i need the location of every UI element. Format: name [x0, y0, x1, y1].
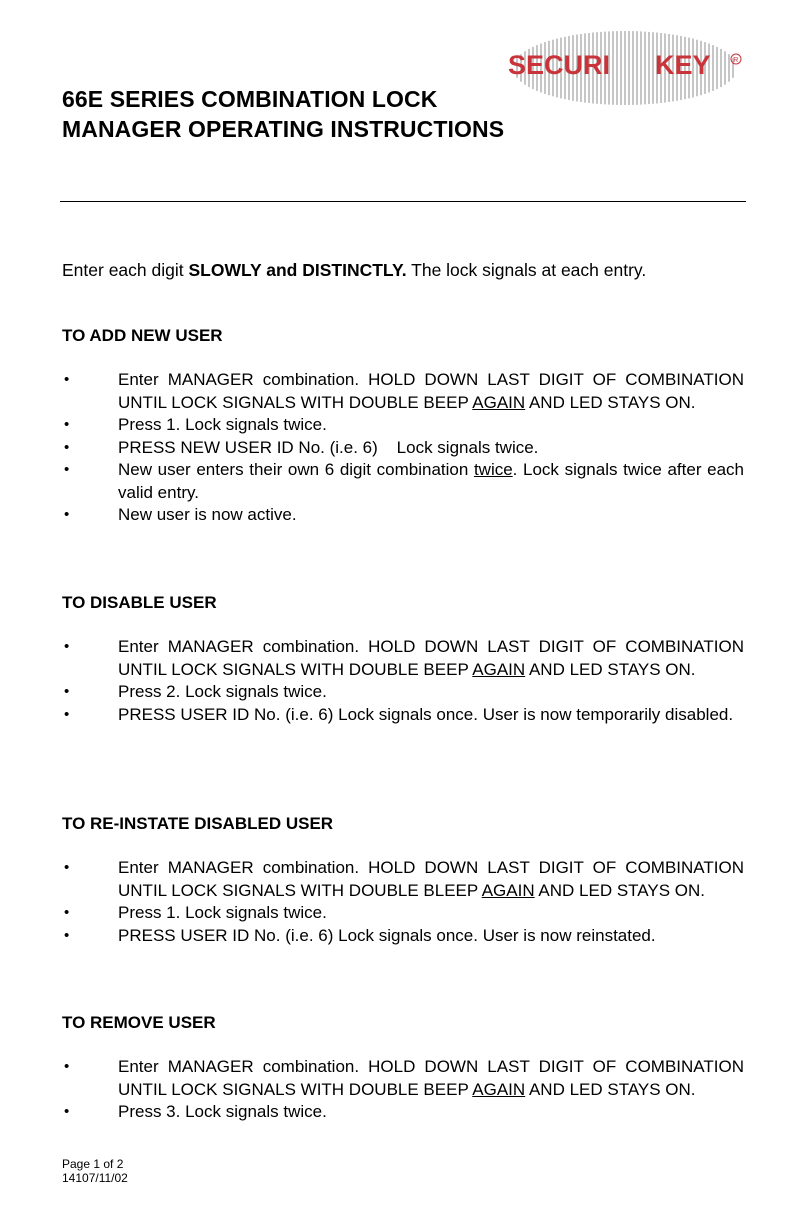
bullet-icon: • — [64, 926, 70, 944]
logo-text-key: KEY — [655, 50, 711, 80]
section-heading: TO REMOVE USER — [62, 1013, 216, 1032]
item-text: Press 1. Lock signals twice. — [118, 415, 327, 434]
bullet-icon: • — [64, 705, 70, 723]
item-text: AND LED STAYS ON. — [525, 659, 696, 679]
item-underlined: AGAIN — [481, 880, 535, 900]
item-underlined: AGAIN — [472, 392, 526, 412]
item-text: Press 1. Lock signals twice. — [118, 903, 327, 922]
bullet-icon: • — [64, 461, 70, 478]
item-text: New user enters their own 6 digit combination — [118, 460, 474, 479]
bullet-icon: • — [64, 1103, 70, 1120]
item-underlined: AGAIN — [472, 1079, 526, 1099]
bullet-icon: • — [64, 1058, 70, 1075]
list-item — [62, 925, 744, 948]
header-divider — [60, 201, 746, 202]
intro-text — [62, 259, 646, 281]
bullet-icon: • — [64, 438, 70, 456]
item-text: Enter MANAGER combination. HOLD DOWN LAST DIGIT OF COMBINATION UNTIL LOCK SIGNALS WITH DOUBLE BEEP — [118, 637, 744, 679]
instruction-list — [62, 1056, 744, 1124]
title-line-2: MANAGER OPERATING INSTRUCTIONS — [62, 116, 505, 142]
securikey-logo-graphic — [505, 30, 745, 106]
instruction-list — [62, 636, 744, 726]
list-item — [62, 704, 744, 727]
item-text: Enter MANAGER combination. HOLD DOWN LAST DIGIT OF COMBINATION UNTIL LOCK SIGNALS WITH DOUBLE BLEEP — [118, 858, 744, 900]
item-text: PRESS USER ID No. (i.e. 6) Lock signals once. User is now reinstated. — [118, 925, 656, 945]
item-text: New user is now active. — [118, 505, 297, 524]
list-item — [62, 414, 744, 437]
section-remove-user — [62, 1012, 744, 1124]
page-footer — [62, 1157, 128, 1185]
page-number: Page 1 of 2 — [62, 1157, 124, 1171]
list-item — [62, 636, 744, 681]
registered-mark-letter: R — [733, 57, 739, 64]
bullet-icon: • — [64, 904, 70, 921]
section-add-user — [62, 325, 744, 527]
item-underlined: twice — [473, 460, 513, 479]
bullet-icon: • — [64, 506, 70, 523]
securikey-logo — [505, 30, 745, 106]
list-item — [62, 902, 744, 925]
list-item — [62, 459, 744, 504]
bullet-icon: • — [64, 371, 70, 388]
intro-bold: SLOWLY and DISTINCTLY. — [188, 260, 407, 280]
item-text: Enter MANAGER combination. HOLD DOWN LAST DIGIT OF COMBINATION UNTIL LOCK SIGNALS WITH DOUBLE BEEP — [118, 370, 744, 412]
instruction-list — [62, 369, 744, 527]
page-title — [62, 84, 504, 144]
section-heading: TO ADD NEW USER — [62, 326, 223, 345]
item-text: Press 2. Lock signals twice. — [118, 682, 327, 701]
bullet-icon: • — [64, 638, 70, 655]
list-item — [62, 857, 744, 902]
document-reference: 14107/11/02 — [62, 1171, 128, 1185]
item-text: Press 3. Lock signals twice. — [118, 1102, 327, 1121]
item-text: PRESS USER ID No. (i.e. 6) Lock signals once. User is now temporarily disabled. — [118, 704, 734, 724]
list-item — [62, 437, 744, 460]
item-underlined: AGAIN — [472, 659, 526, 679]
intro-post: The lock signals at each entry. — [406, 260, 647, 280]
section-heading: TO DISABLE USER — [62, 593, 217, 612]
list-item — [62, 504, 744, 527]
section-disable-user — [62, 592, 744, 726]
item-text: AND LED STAYS ON. — [525, 392, 696, 412]
bullet-icon: • — [64, 859, 70, 876]
item-text: AND LED STAYS ON. — [534, 880, 705, 900]
list-item — [62, 681, 744, 704]
title-line-1: 66E SERIES COMBINATION LOCK — [62, 86, 438, 112]
item-text: AND LED STAYS ON. — [525, 1079, 696, 1099]
list-item — [62, 1056, 744, 1101]
item-text: . Lock signals twice after each valid entry. — [118, 460, 744, 502]
instruction-list — [62, 857, 744, 947]
item-text: Enter MANAGER combination. HOLD DOWN LAST DIGIT OF COMBINATION UNTIL LOCK SIGNALS WITH DOUBLE BEEP — [118, 1057, 744, 1099]
section-heading: TO RE-INSTATE DISABLED USER — [62, 814, 334, 833]
bullet-icon: • — [64, 416, 70, 433]
item-text: PRESS NEW USER ID No. (i.e. 6) Lock signals twice. — [118, 437, 539, 457]
logo-text-securi: SECURI — [508, 50, 611, 80]
section-reinstate-user — [62, 813, 744, 947]
intro-pre: Enter each digit — [62, 260, 189, 280]
bullet-icon: • — [64, 683, 70, 700]
list-item — [62, 1101, 744, 1124]
list-item — [62, 369, 744, 414]
